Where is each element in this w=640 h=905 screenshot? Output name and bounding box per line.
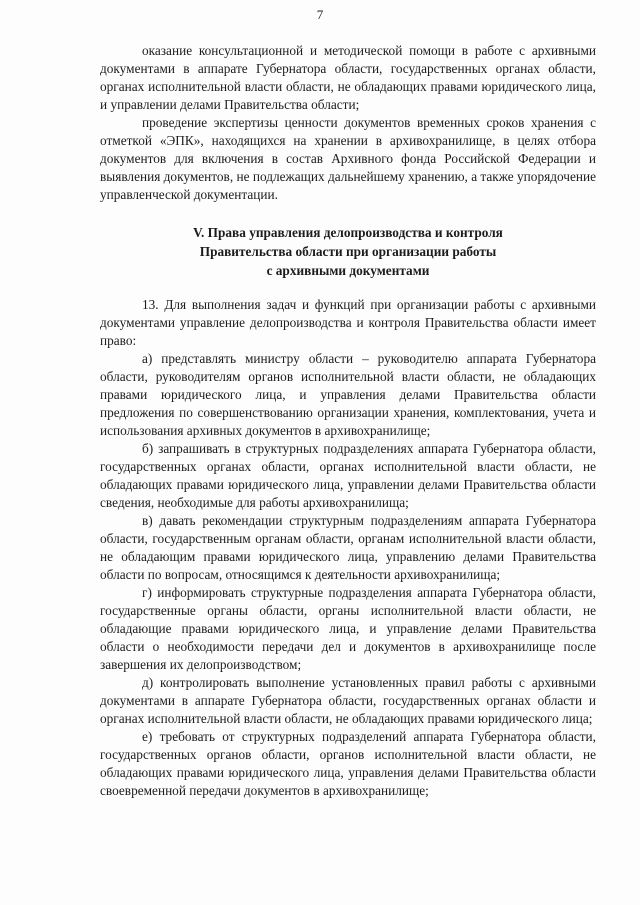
- clause-d-paragraph: д) контролировать выполнение установленных правил работы с архивными документами в аппарате Губернатора области, государственных органах области и органах исполнительной власти области, не обладающих правами юридического лица;: [100, 675, 596, 726]
- clause-a-paragraph: а) представлять министру области – руководителю аппарата Губернатора области, руководителям органов исполнительной власти области, не обладающих правами юридического лица, и управления делами Правительства области предложения по совершенствованию организации хранения, комплектования, учета и использования архивных документов в архивохранилище;: [100, 351, 596, 438]
- page-content: [100, 42, 596, 800]
- section-title-line-3: с архивными документами: [266, 263, 430, 278]
- clause-13-paragraph: 13. Для выполнения задач и функций при организации работы с архивными документами управление делопроизводства и контроля Правительства области имеет право:: [100, 297, 596, 348]
- section-title: [100, 223, 596, 280]
- section-title-line-2: Правительства области при организации работы: [199, 244, 497, 259]
- clause-g-paragraph: г) информировать структурные подразделения аппарата Губернатора области, государственные органы области, органы исполнительной власти области, не обладающие правами юридического лица, и управление делами Правительства области о необходимости передачи дел и документов в архивохранилище после завершения их делопроизводством;: [100, 585, 596, 672]
- section-title-line-1: V. Права управления делопроизводства и контроля: [193, 225, 503, 240]
- clause-e-paragraph: е) требовать от структурных подразделений аппарата Губернатора области, государственных органов области, органов исполнительной власти области, не обладающих правами юридического лица, управления делами Правительства области своевременной передачи документов в архивохранилище;: [100, 729, 596, 798]
- intro-paragraph-consulting: оказание консультационной и методической помощи в работе с архивными документами в аппарате Губернатора области, государственных органах области, органах исполнительной власти области, не обладающих правами юридического лица, и управлении делами Правительства области;: [100, 43, 596, 112]
- clause-b-paragraph: б) запрашивать в структурных подразделениях аппарата Губернатора области, государственных органах области, органах исполнительной власти области, не обладающих правами юридического лица, управлении делами Правительства области сведения, необходимые для работы архивохранилища;: [100, 441, 596, 510]
- clause-v-paragraph: в) давать рекомендации структурным подразделениям аппарата Губернатора области, государственным органам области, органам исполнительной власти области, не обладающим правами юридического лица, управлению делами Правительства области по вопросам, относящимся к деятельности архивохранилища;: [100, 513, 596, 582]
- intro-paragraph-expertise: проведение экспертизы ценности документов временных сроков хранения с отметкой «ЭПК», находящихся на хранении в архивохранилище, в целях отбора документов для включения в состав Архивного фонда Российской Федерации и выявления документов, не подлежащих дальнейшему хранению, а также упорядочение управленческой документации.: [100, 115, 596, 202]
- page-number: 7: [316, 7, 324, 22]
